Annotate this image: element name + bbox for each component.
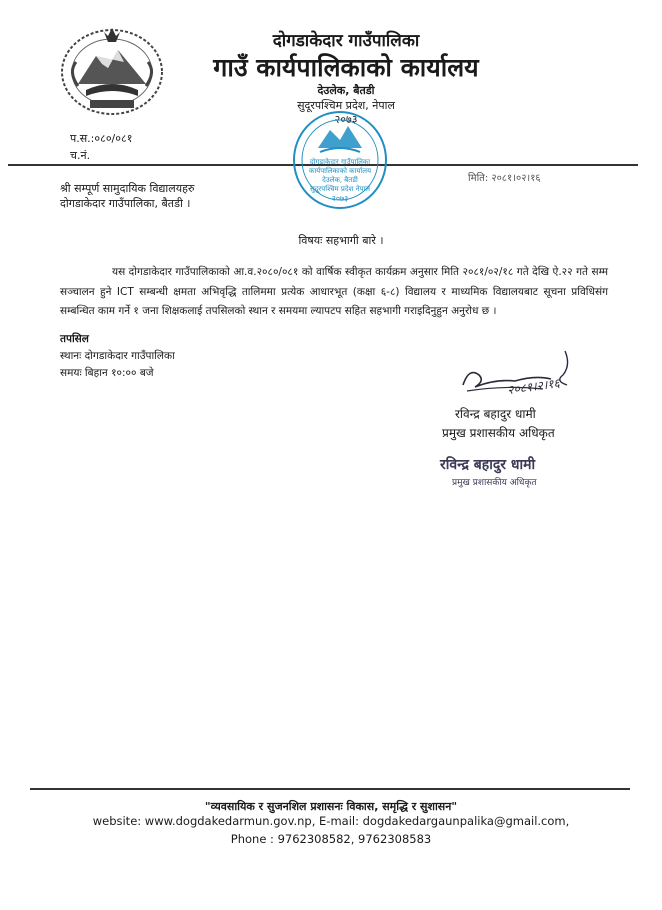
established-year: २०७३ xyxy=(334,113,358,126)
recipient-line-2: दोगडाकेदार गाउँपालिका, बैतडी । xyxy=(60,197,191,210)
stamp-line-2: कार्यपालिकाको कार्यालय xyxy=(308,167,372,175)
office-name: गाउँ कार्यपालिकाको कार्यालय xyxy=(213,53,479,82)
footer-phone: Phone : 9762308582, 9762308583 xyxy=(230,832,432,846)
details-heading: तपसिल xyxy=(60,333,89,345)
dispatch-number: च.नं. xyxy=(70,149,91,162)
details-time: समयः बिहान १०:०० बजे xyxy=(60,367,154,379)
signatory-name: रविन्द्र बहादुर धामी xyxy=(455,407,536,421)
official-stamp xyxy=(290,108,390,218)
municipality-name: दोगडाकेदार गाउँपालिका xyxy=(272,31,420,51)
letter-subject: विषयः सहभागी बारे । xyxy=(298,234,384,247)
footer-motto: "व्यवसायिक र सुजनशिल प्रशासनः विकास, समृद्धि र सुशासन" xyxy=(204,800,458,813)
name-stamp: रविन्द्र बहादुर धामी xyxy=(440,457,536,473)
letter-body: यस दोगडाकेदार गाउँपालिकाको आ.व.२०८०/०८१ को वार्षिक स्वीकृत कार्यक्रम अनुसार मिति २०८१/०२/१८ गते देखि ऐ.२२ गते सम्म सञ्चालन हुने ICT सम्बन्धी क्षमता अभिवृद्धि तालिममा प्रत्येक आधारभूत (कक्षा ६-८) विद्यालय र माध्यमिक विद्यालयबाट सूचना प्रविधिसंग सम्बन्धित काम गर्ने १ जना शिक्षकलाई तपसिलको स्थान र समयमा ल्यापटप सहित सहभागी गराइदिनुहुन अनुरोध छ । xyxy=(60,266,608,317)
details-place: स्थानः दोगडाकेदार गाउँपालिका xyxy=(60,350,175,362)
stamp-year: २०७३ xyxy=(331,194,349,203)
footer-contact: website: www.dogdakedarmun.gov.np, E-mail: dogdakedargaunpalika@gmail.com, xyxy=(92,814,570,828)
name-stamp-title: प्रमुख प्रशासकीय अधिकृत xyxy=(452,478,537,488)
recipient-line-1: श्री सम्पूर्ण सामुदायिक विद्यालयहरु xyxy=(60,182,195,195)
handwritten-signature xyxy=(455,345,595,405)
office-province: सुदूरपश्चिम प्रदेश, नेपाल xyxy=(297,99,395,112)
stamp-line-3: देउलेक, बैतडी xyxy=(322,176,358,184)
footer-divider xyxy=(30,788,630,790)
signatory-title: प्रमुख प्रशासकीय अधिकृत xyxy=(442,426,555,440)
stamp-line-1: दोगडाकेदार गाउँपालिका xyxy=(309,158,371,166)
letter-date: मिति: २०८१।०२।१६ xyxy=(468,173,541,184)
stamp-line-4: सुदूरपश्चिम प्रदेश नेपाल xyxy=(309,185,371,193)
reference-number: प.स.:०८०/०८१ xyxy=(70,132,133,145)
signature-date: २०८१।२।१६ xyxy=(506,376,561,398)
office-location: देउलेक, बैतडी xyxy=(317,84,375,97)
